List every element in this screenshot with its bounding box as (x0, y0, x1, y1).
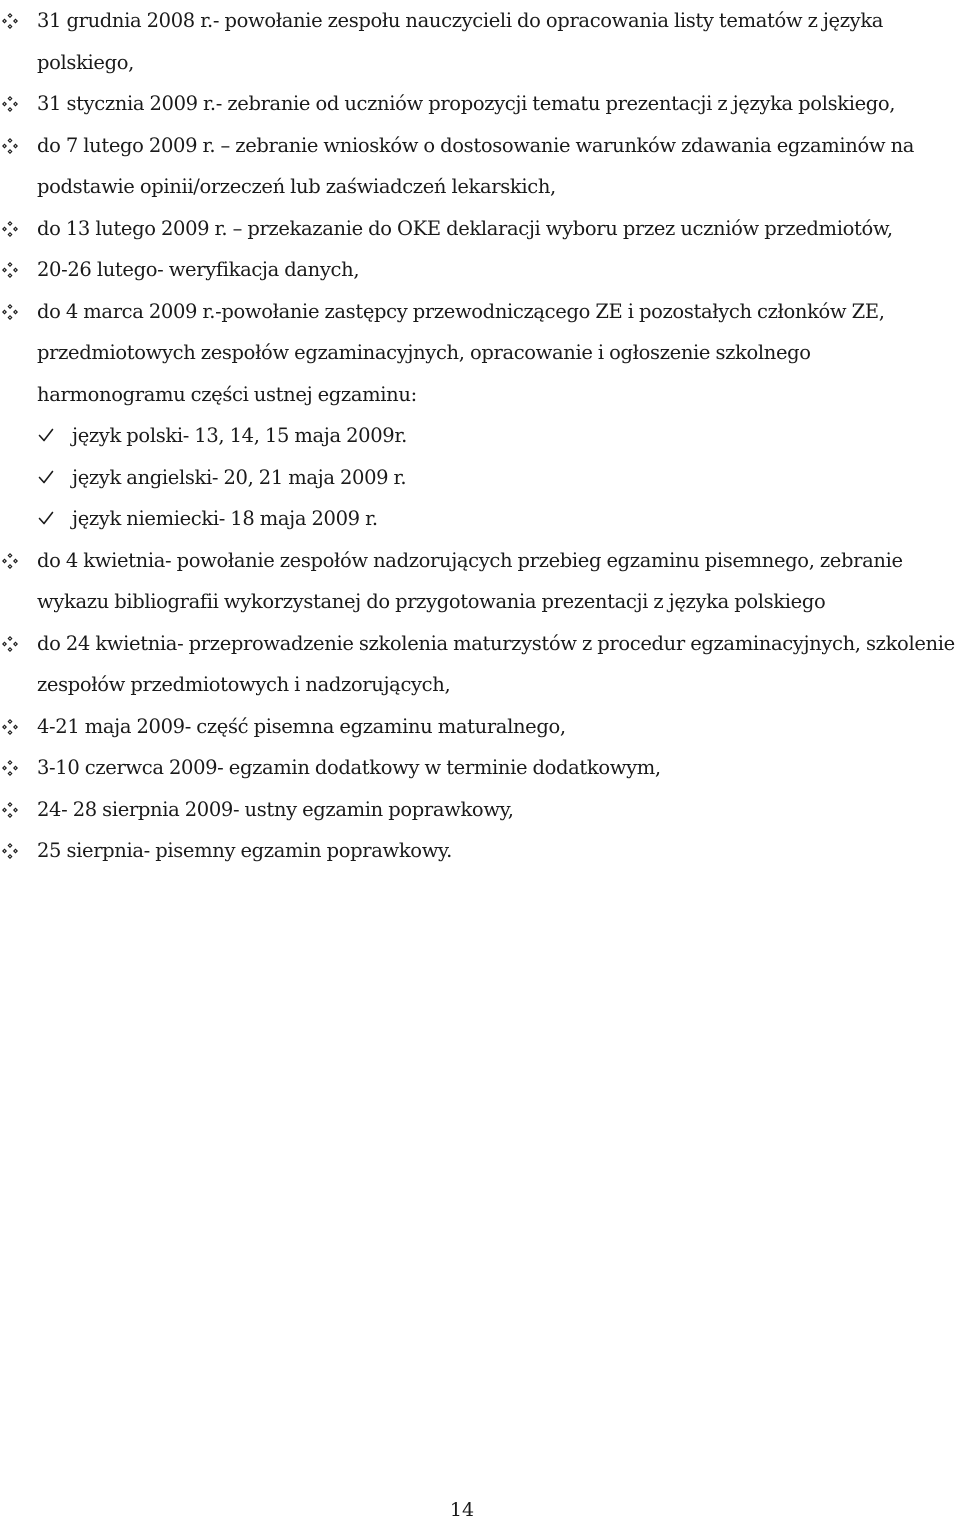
diamond-bullet-icon (1, 801, 19, 819)
list-item (0, 706, 960, 748)
diamond-bullet-icon (1, 842, 19, 860)
sub-list-item (0, 498, 960, 540)
list-item (0, 208, 960, 250)
list-item-text: do 4 kwietnia- powołanie zespołów nadzorujących przebieg egzaminu pisemnego, zebranie wykazu bibliografii wykorzystanej do przygotowania prezentacji z języka polskiego (37, 548, 903, 613)
page-number: 14 (449, 1499, 475, 1521)
checkmark-icon (38, 427, 54, 443)
list-item-text: 4-21 maja 2009- część pisemna egzaminu maturalnego, (37, 714, 566, 738)
diamond-bullet-icon (1, 220, 19, 238)
list-item-text: do 7 lutego 2009 r. – zebranie wniosków o dostosowanie warunków zdawania egzaminów na podstawie opinii/orzeczeń lub zaświadczeń lekarskich, (37, 133, 915, 198)
sub-list-item (0, 415, 960, 457)
list-item-text: 24- 28 sierpnia 2009- ustny egzamin poprawkowy, (37, 797, 514, 821)
diamond-bullet-icon (1, 718, 19, 736)
diamond-bullet-icon (1, 303, 19, 321)
list-item-text: 31 grudnia 2008 r.- powołanie zespołu nauczycieli do opracowania listy tematów z języka polskiego, (37, 9, 884, 74)
list-item-text: do 24 kwietnia- przeprowadzenie szkolenia maturzystów z procedur egzaminacyjnych, szkolenie zespołów przedmiotowych i nadzorujących, (37, 631, 955, 696)
sub-list-item-text: język polski- 13, 14, 15 maja 2009r. (72, 424, 408, 447)
list-item (0, 125, 960, 208)
list-item (0, 747, 960, 789)
diamond-bullet-icon (1, 261, 19, 279)
list-item (0, 0, 960, 83)
list-item (0, 291, 960, 416)
list-item-text: 20-26 lutego- weryfikacja danych, (37, 258, 360, 281)
sub-list-item-text: język angielski- 20, 21 maja 2009 r. (72, 465, 407, 489)
sub-list-item (0, 457, 960, 499)
checkmark-icon (38, 510, 54, 526)
diamond-bullet-icon (1, 12, 19, 30)
diamond-bullet-icon (1, 137, 19, 155)
list-item (0, 623, 960, 706)
list-item (0, 830, 960, 872)
diamond-bullet-icon (1, 759, 19, 777)
diamond-bullet-icon (1, 552, 19, 570)
diamond-bullet-icon (1, 95, 19, 113)
checkmark-icon (38, 469, 54, 485)
list-item-text: do 13 lutego 2009 r. – przekazanie do OKE deklaracji wyboru przez uczniów przedmiotów, (37, 216, 893, 240)
list-item-text: 25 sierpnia- pisemny egzamin poprawkowy. (37, 839, 452, 862)
list-item-text: 3-10 czerwca 2009- egzamin dodatkowy w terminie dodatkowym, (37, 756, 661, 779)
list-item-text: do 4 marca 2009 r.-powołanie zastępcy przewodniczącego ZE i pozostałych członków ZE, przedmiotowych zespołów egzaminacyjnych, opracowanie i ogłoszenie szkolnego harmonogramu części ustnej egzaminu: (37, 299, 885, 406)
sub-list-item-text: język niemiecki- 18 maja 2009 r. (72, 507, 378, 530)
list-item (0, 249, 960, 291)
list-item-text: 31 stycznia 2009 r.- zebranie od uczniów propozycji tematu prezentacji z języka polskiego, (37, 92, 896, 115)
list-item (0, 83, 960, 125)
list-item (0, 540, 960, 623)
diamond-bullet-icon (1, 635, 19, 653)
list-item (0, 789, 960, 831)
